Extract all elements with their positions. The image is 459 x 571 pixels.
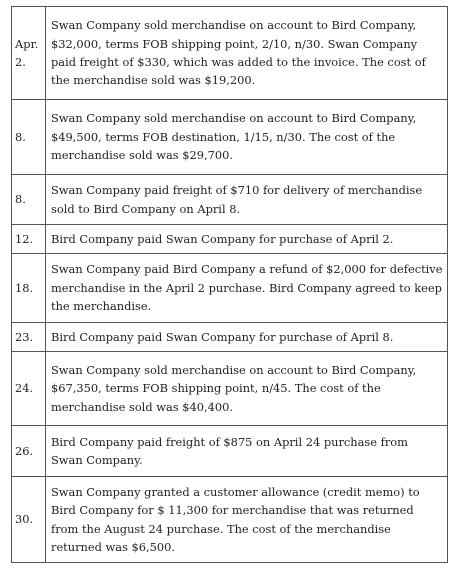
transaction-date: 8. — [12, 100, 46, 175]
table-row — [12, 7, 448, 100]
transaction-description: Bird Company paid freight of $875 on April 24 purchase from Swan Company. — [46, 426, 448, 477]
table-row — [12, 175, 448, 225]
transaction-description: Swan Company sold merchandise on account to Bird Company, $49,500, terms FOB destination, 1/15, n/30. The cost of the merchandise sold was $29,700. — [46, 100, 448, 175]
transaction-date: Apr. 2. — [12, 7, 46, 100]
table-row — [12, 225, 448, 254]
transaction-date: 18. — [12, 254, 46, 323]
table-row — [12, 254, 448, 323]
transactions-table — [11, 6, 448, 563]
transaction-description: Bird Company paid Swan Company for purchase of April 8. — [46, 323, 448, 352]
transaction-date: 26. — [12, 426, 46, 477]
transaction-description: Swan Company granted a customer allowance (credit memo) to Bird Company for $ 11,300 for merchandise that was returned from the August 24 purchase. The cost of the merchandise returned was $6,500. — [46, 477, 448, 563]
table-row — [12, 352, 448, 426]
transaction-date: 23. — [12, 323, 46, 352]
table-row — [12, 426, 448, 477]
transaction-description: Swan Company sold merchandise on account to Bird Company, $67,350, terms FOB shipping point, n/45. The cost of the merchandise sold was $40,400. — [46, 352, 448, 426]
transaction-description: Swan Company paid Bird Company a refund of $2,000 for defective merchandise in the April 2 purchase. Bird Company agreed to keep the merchandise. — [46, 254, 448, 323]
transaction-date: 12. — [12, 225, 46, 254]
transaction-date: 8. — [12, 175, 46, 225]
table-row — [12, 100, 448, 175]
table-row — [12, 477, 448, 563]
transaction-date: 30. — [12, 477, 46, 563]
transaction-date: 24. — [12, 352, 46, 426]
transaction-description: Bird Company paid Swan Company for purchase of April 2. — [46, 225, 448, 254]
table-row — [12, 323, 448, 352]
transaction-description: Swan Company sold merchandise on account to Bird Company, $32,000, terms FOB shipping point, 2/10, n/30. Swan Company paid freight of $330, which was added to the invoice. The cost of the merchandise sold was $19,200. — [46, 7, 448, 100]
transaction-description: Swan Company paid freight of $710 for delivery of merchandise sold to Bird Company on April 8. — [46, 175, 448, 225]
